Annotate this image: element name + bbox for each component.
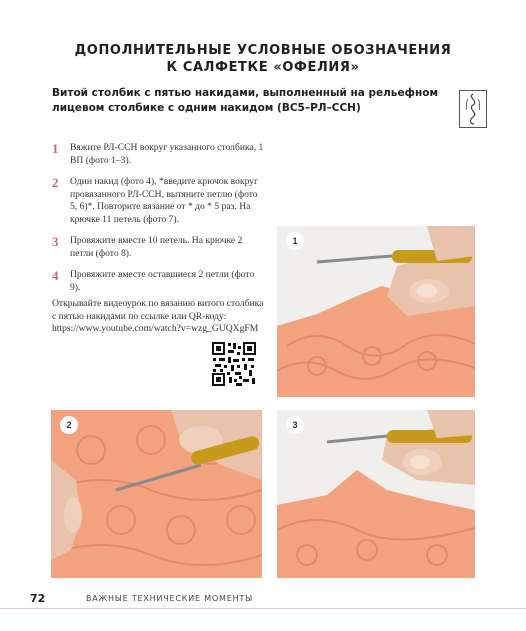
footer-divider [0, 608, 526, 609]
step-number: 4 [52, 268, 59, 283]
ornament-emblem-icon [459, 90, 487, 128]
step-number: 1 [52, 141, 59, 156]
step-text: Провяжите вместе оставшиеся 2 петли (фото 9). [70, 269, 255, 293]
video-description: Открывайте видеоурок по вязанию витого столбика с пятью накидами по ссылке или QR-коду: [52, 298, 264, 322]
step-text: Вяжите РЛ-ССН вокруг указанного столбика, 1 ВП (фото 1–3). [70, 142, 264, 166]
steps-list [52, 142, 267, 303]
step-text: Один накид (фото 4), *введите крючок вокруг провязанного РЛ-ССН, вытяните петлю (фото 5, 6)*. Повторите вязание от * до * 5 раз. На крючке 11 петель (фото 7). [70, 176, 259, 225]
photo-badge: 2 [60, 416, 78, 434]
photo-badge: 1 [286, 232, 304, 250]
video-link[interactable]: https://www.youtube.com/watch?v=wzg_GUQXgFM [52, 323, 259, 334]
photo-step-3 [277, 410, 475, 578]
photo-step-2 [51, 410, 262, 578]
title-line-1: ДОПОЛНИТЕЛЬНЫЕ УСЛОВНЫЕ ОБОЗНАЧЕНИЯ [74, 43, 452, 58]
step-text: Провяжите вместе 10 петель. На крючке 2 петли (фото 8). [70, 235, 243, 259]
subtitle: Витой столбик с пятью накидами, выполненный на рельефном лицевом столбике с одним накидом (ВС5–РЛ–ССН) [52, 87, 439, 114]
step-item [52, 235, 267, 260]
step-item [52, 142, 267, 167]
page-footer [0, 589, 526, 613]
section-title: ВАЖНЫЕ ТЕХНИЧЕСКИЕ МОМЕНТЫ [86, 594, 253, 603]
title-line-2: К САЛФЕТКЕ «ОФЕЛИЯ» [166, 60, 360, 75]
step-number: 3 [52, 234, 59, 249]
page-title [0, 42, 526, 76]
page-number: 72 [30, 592, 46, 605]
step-item [52, 269, 267, 294]
qr-code-icon[interactable] [211, 341, 257, 387]
photo-step-1 [277, 226, 475, 397]
step-number: 2 [52, 175, 59, 190]
photo-badge: 3 [286, 416, 304, 434]
step-item [52, 176, 267, 226]
video-info [52, 298, 267, 336]
